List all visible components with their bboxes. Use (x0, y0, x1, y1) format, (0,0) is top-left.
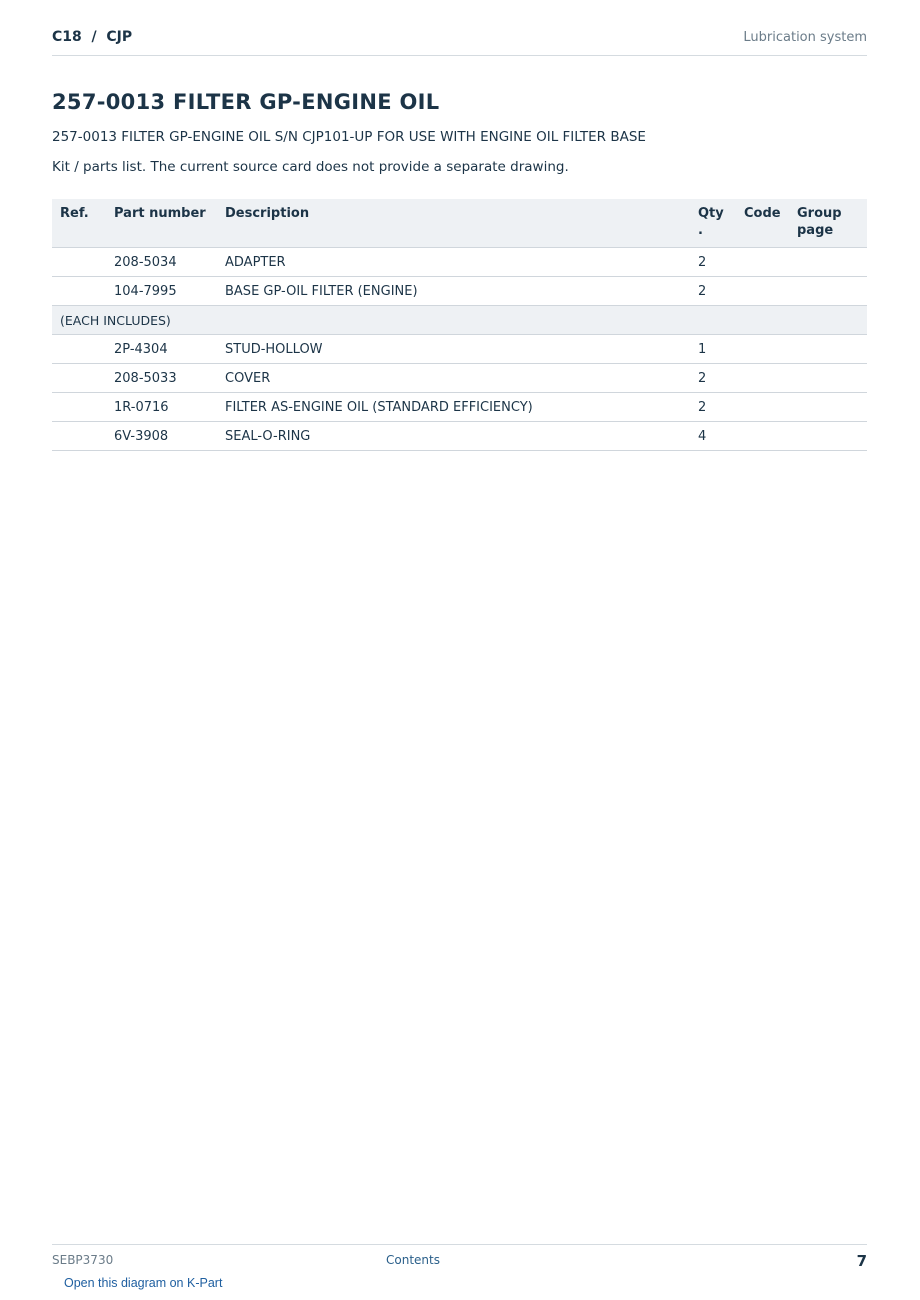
cell-group-page (789, 277, 867, 306)
cell-qty: 4 (690, 422, 736, 451)
cell-part-number: 2P-4304 (106, 335, 217, 364)
section-name: Lubrication system (743, 30, 867, 45)
cell-ref (52, 422, 106, 451)
document-id: SEBP3730 (52, 1253, 114, 1267)
cell-description: FILTER AS-ENGINE OIL (STANDARD EFFICIENCY) (217, 393, 690, 422)
cell-part-number: 6V-3908 (106, 422, 217, 451)
breadcrumb: C18 / CJP (52, 29, 133, 45)
parts-table (52, 199, 867, 451)
cell-ref (52, 364, 106, 393)
open-in-kpart-link[interactable]: Open this diagram on K-Part (64, 1276, 223, 1290)
table-row (52, 335, 867, 364)
cell-part-number: 104-7995 (106, 277, 217, 306)
page-header (52, 28, 867, 56)
cell-description: ADAPTER (217, 248, 690, 277)
cell-ref (52, 277, 106, 306)
table-row (52, 422, 867, 451)
cell-group-page (789, 422, 867, 451)
cell-qty: 2 (690, 393, 736, 422)
cell-part-number: 208-5034 (106, 248, 217, 277)
group-label: (EACH INCLUDES) (52, 306, 867, 335)
source-note: Kit / parts list. The current source card does not provide a separate drawing. (52, 159, 569, 175)
cell-description: SEAL-O-RING (217, 422, 690, 451)
cell-group-page (789, 364, 867, 393)
header-qty: Qty . (690, 199, 736, 248)
cell-qty: 2 (690, 248, 736, 277)
cell-description: STUD-HOLLOW (217, 335, 690, 364)
header-part-number: Part number (106, 199, 217, 248)
cell-part-number: 208-5033 (106, 364, 217, 393)
table-header-row (52, 199, 867, 248)
cell-qty: 1 (690, 335, 736, 364)
table-row (52, 393, 867, 422)
table-group-row (52, 306, 867, 335)
cell-ref (52, 335, 106, 364)
header-ref: Ref. (52, 199, 106, 248)
page-subtitle: 257-0013 FILTER GP-ENGINE OIL S/N CJP101-UP FOR USE WITH ENGINE OIL FILTER BASE (52, 129, 646, 145)
table-row (52, 248, 867, 277)
cell-ref (52, 393, 106, 422)
cell-qty: 2 (690, 277, 736, 306)
cell-code (736, 335, 789, 364)
page-title: 257-0013 FILTER GP-ENGINE OIL (52, 90, 440, 114)
header-description: Description (217, 199, 690, 248)
header-code: Code (736, 199, 789, 248)
cell-group-page (789, 335, 867, 364)
cell-description: BASE GP-OIL FILTER (ENGINE) (217, 277, 690, 306)
cell-code (736, 393, 789, 422)
cell-group-page (789, 393, 867, 422)
cell-code (736, 248, 789, 277)
table-row (52, 364, 867, 393)
cell-group-page (789, 248, 867, 277)
cell-code (736, 364, 789, 393)
cell-part-number: 1R-0716 (106, 393, 217, 422)
contents-link[interactable]: Contents (386, 1253, 440, 1267)
cell-code (736, 277, 789, 306)
cell-ref (52, 248, 106, 277)
cell-description: COVER (217, 364, 690, 393)
cell-code (736, 422, 789, 451)
cell-qty: 2 (690, 364, 736, 393)
header-group-page: Group page (789, 199, 867, 248)
table-row (52, 277, 867, 306)
page-footer (52, 1244, 867, 1275)
page-number: 7 (856, 1252, 867, 1270)
